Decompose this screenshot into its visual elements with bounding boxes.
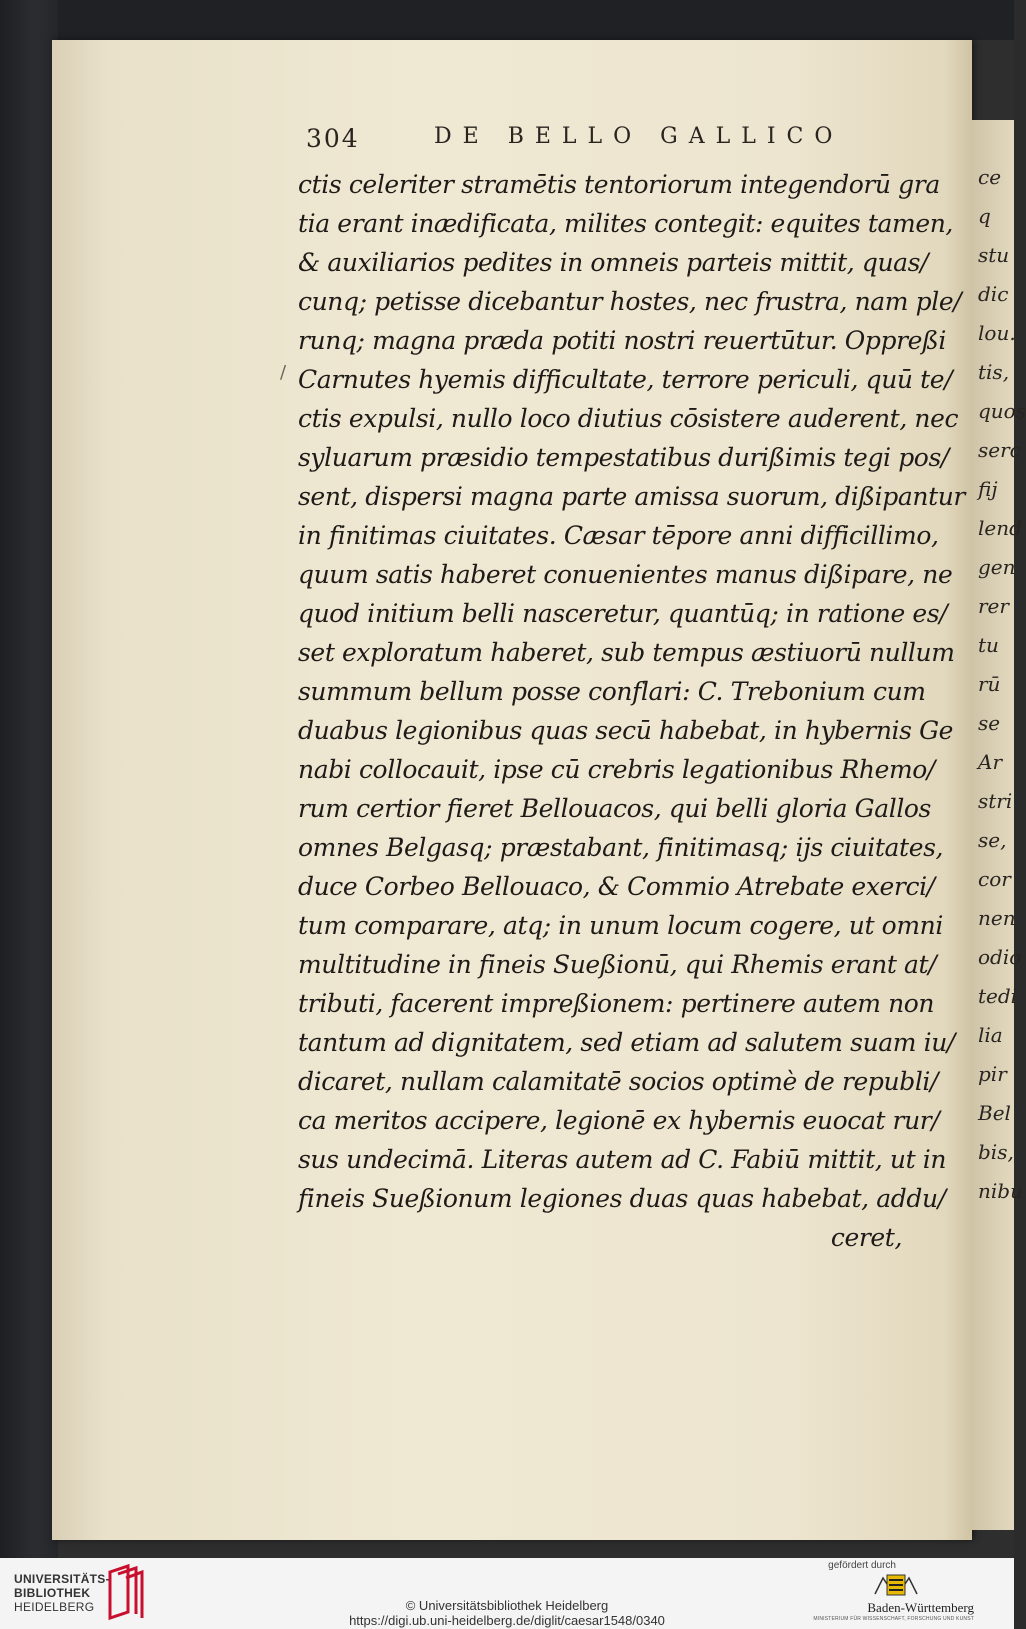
facing-page-fragment: ce: [978, 165, 1002, 189]
text-line: omnes Belgasq; præstabant, finitimasq; ijs ciuitates,: [298, 833, 944, 862]
copyright-notice: © Universitätsbibliothek Heidelberg: [405, 1598, 609, 1613]
binding-cloth-left: [0, 0, 58, 1558]
text-line: quod initium belli nasceretur, quantūq; in ratione es/: [298, 599, 948, 628]
text-line: tributi, facerent impreßionem: pertinere autem non: [298, 989, 935, 1018]
text-line: syluarum præsidio tempestatibus durißimis tegi pos/: [298, 443, 949, 472]
facing-page-fragment: lou.: [978, 321, 1016, 345]
facing-page-fragment: pir: [978, 1062, 1007, 1086]
facing-page-fragment: nen: [978, 906, 1016, 930]
text-line: Carnutes hyemis difficultate, terrore periculi, quū te/: [298, 365, 953, 394]
text-line: & auxiliarios pedites in omneis parteis mittit, quas/: [298, 248, 929, 277]
facing-page-fragment: tis,: [978, 360, 1010, 384]
text-line: multitudine in fineis Sueßionū, qui Rhemis erant at/: [298, 950, 937, 979]
text-line: sus undecimā. Literas autem ad C. Fabiū mittit, ut in: [298, 1145, 947, 1174]
page-text-block: [298, 165, 965, 1257]
facing-page-fragment: odio: [978, 945, 1022, 969]
facing-page-fragment: tu: [978, 633, 999, 657]
facing-page-fragment: lend: [978, 516, 1022, 540]
text-line: nabi collocauit, ipse cū crebris legationibus Rhemo/: [298, 755, 935, 784]
running-title: DE BELLO GALLICO: [434, 124, 844, 149]
facing-page-fragment: cor: [978, 867, 1011, 891]
facing-page-fragment: fij: [978, 477, 998, 501]
text-line: fineis Sueßionum legiones duas quas habebat, addu/: [298, 1184, 946, 1213]
text-line: duabus legionibus quas secū habebat, in hybernis Ge: [298, 716, 954, 745]
facing-page-fragment: bis,: [978, 1140, 1014, 1164]
facing-page-fragment: Bel: [978, 1101, 1011, 1125]
text-line: tia erant inædificata, milites contegit: equites tamen,: [298, 209, 953, 238]
facing-page-fragment: lia: [978, 1023, 1003, 1047]
text-line: tum comparare, atq; in unum locum cogere, ut omni: [298, 911, 943, 940]
facing-page-fragment: stu: [978, 243, 1010, 267]
facing-page-fragment: rū: [978, 672, 1001, 696]
text-line: cunq; petisse dicebantur hostes, nec frustra, nam ple/: [298, 287, 962, 316]
footer-bar: [0, 1558, 1014, 1629]
facing-page-fragment: rer: [978, 594, 1009, 618]
facing-page-fragment: serc: [978, 438, 1021, 462]
binding-cloth-top: [0, 0, 1014, 40]
text-line: in finitimas ciuitates. Cæsar tēpore anni difficillimo,: [298, 521, 939, 550]
facing-page-fragment: se,: [978, 828, 1007, 852]
text-line: ctis expulsi, nullo loco diutius cōsistere auderent, nec: [298, 404, 959, 433]
text-line: set exploratum haberet, sub tempus æstiuorū nullum: [298, 638, 955, 667]
logo-line: UNIVERSITÄTS-: [14, 1572, 110, 1586]
facing-page-fragment: gen: [978, 555, 1016, 579]
facing-page-fragment: nibu: [978, 1179, 1023, 1203]
page-number: 304: [306, 124, 360, 153]
text-line: sent, dispersi magna parte amissa suorum, dißipantur: [298, 482, 965, 511]
text-line: rum certior fieret Bellouacos, qui belli gloria Gallos: [298, 794, 931, 823]
text-line: dicaret, nullam calamitatē socios optimè de republi/: [298, 1067, 939, 1096]
text-line: tantum ad dignitatem, sed etiam ad salutem suam iu/: [298, 1028, 955, 1057]
text-line: runq; magna præda potiti nostri reuertūtur. Oppreßi: [298, 326, 946, 355]
text-line: ctis celeriter stramētis tentoriorum integendorū gra: [298, 170, 940, 199]
facing-page-fragment: quos: [978, 399, 1026, 423]
text-line: quum satis haberet conuenientes manus dißipare, ne: [298, 560, 953, 589]
permalink-url[interactable]: https://digi.ub.uni-heidelberg.de/diglit/caesar1548/0340: [349, 1613, 665, 1628]
facing-page-fragment: se: [978, 711, 1001, 735]
sponsor-subtitle: MINISTERIUM FÜR WISSENSCHAFT, FORSCHUNG UND KUNST: [813, 1616, 974, 1622]
facing-page-edge: [972, 120, 1026, 1530]
text-line: ca meritos accipere, legionē ex hybernis euocat rur/: [298, 1106, 940, 1135]
sponsor-label: gefördert durch: [828, 1560, 896, 1571]
margin-mark: /: [280, 362, 287, 383]
text-line: summum bellum posse conflari: C. Trebonium cum: [298, 677, 926, 706]
logo-line: HEIDELBERG: [14, 1600, 95, 1614]
facing-page-fragment: q: [978, 204, 991, 228]
facing-page-fragment: stri: [978, 789, 1013, 813]
catchword: ceret,: [830, 1223, 902, 1252]
text-line: duce Corbeo Bellouaco, & Commio Atrebate exerci/: [298, 872, 935, 901]
state-crest-icon: [873, 1572, 919, 1598]
facing-page-fragment: dic: [978, 282, 1009, 306]
facing-page-fragment: Ar: [978, 750, 1003, 774]
logo-line: BIBLIOTHEK: [14, 1586, 91, 1600]
facing-page-fragment: tedi: [978, 984, 1018, 1008]
sponsor-name: Baden-Württemberg: [867, 1600, 974, 1615]
